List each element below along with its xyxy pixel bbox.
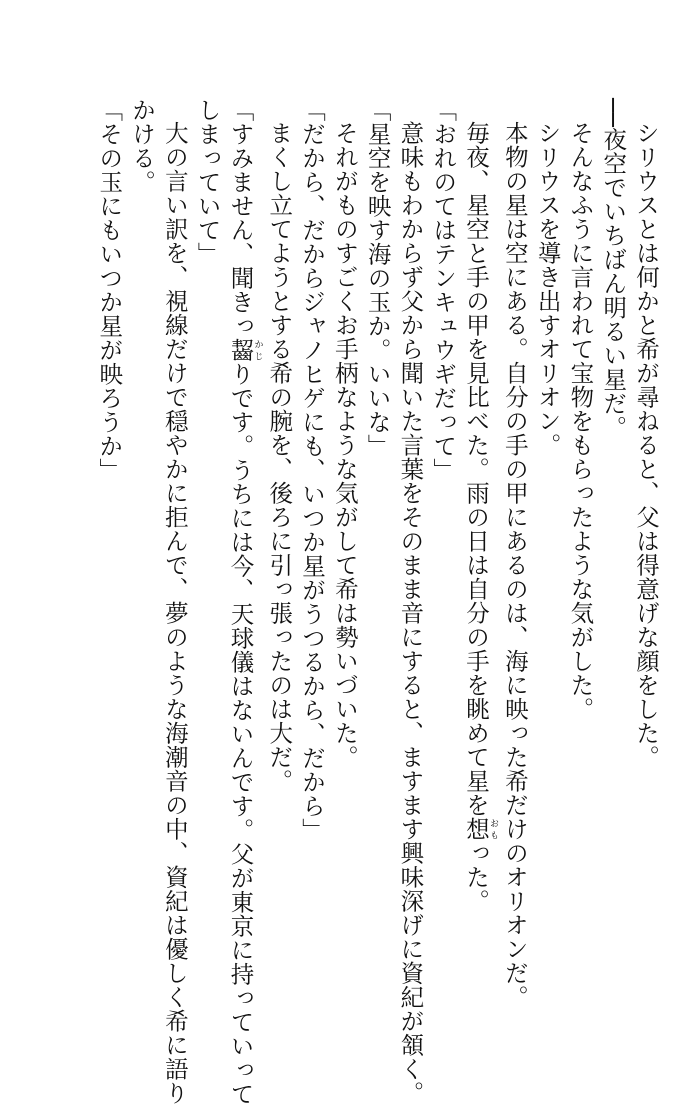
text-line-with-ruby [459,98,498,958]
dialogue-line-with-ruby [224,98,263,1106]
ruby-reading: おも [488,817,499,841]
dialogue-line: 「その玉にもいつか星が映ろうか」 [95,98,124,482]
text-line: シリウスを導き出すオリオン。 [533,121,562,457]
ruby-reading: かじ [252,338,263,362]
text-line: かける。 [128,98,157,194]
ruby-annotation [226,338,263,362]
ruby-base: 想 [462,817,491,841]
ruby-annotation [462,817,499,841]
text-line: ──夜空でいちばん明るい星だ。 [599,98,628,440]
dialogue-line: 「だから、だからジャノヒゲにも、いつか星がうつるから、だから」 [298,98,327,842]
ruby-base: 齧 [226,338,255,362]
text-segment: 「すみません、聞きっ [226,98,255,338]
text-line: 大の言い訳を、視線だけで穏やかに拒んで、夢のような海潮音の中、資紀は優しく希に語り [160,121,189,1105]
vertical-text-body [92,98,662,1106]
dialogue-line: 「おれのてはテンキュウギだって」 [429,98,458,482]
text-line: それがものすごくお手柄なような気がして希は勢いづいた。 [330,121,359,769]
text-segment: りです。うちには今、天球儀はないんです。父が東京に持っていって [226,362,255,1106]
text-line: まくし立てようとする希の腕を、後ろに引っ張ったのは大だ。 [265,121,294,793]
text-segment: った。 [462,841,491,913]
text-segment: 毎夜、星空と手の甲を見比べた。雨の日は自分の手を眺めて星を [462,121,491,817]
text-line: シリウスとは何かと希が尋ねると、父は得意げな顔をした。 [632,121,660,769]
text-line: 意味もわからず父から聞いた言葉をそのまま音にすると、ますます興味深げに資紀が頷く。 [396,121,425,1105]
dialogue-line: 「星空を映す海の玉か。いいな」 [363,98,392,458]
text-line: そんなふうに言われて宝物をもらったような気がした。 [566,121,595,721]
text-line: 本物の星は空にある。自分の手の甲にあるのは、海に映った希だけのオリオンだ。 [500,121,529,1009]
text-line: しまっていて」 [193,98,222,266]
